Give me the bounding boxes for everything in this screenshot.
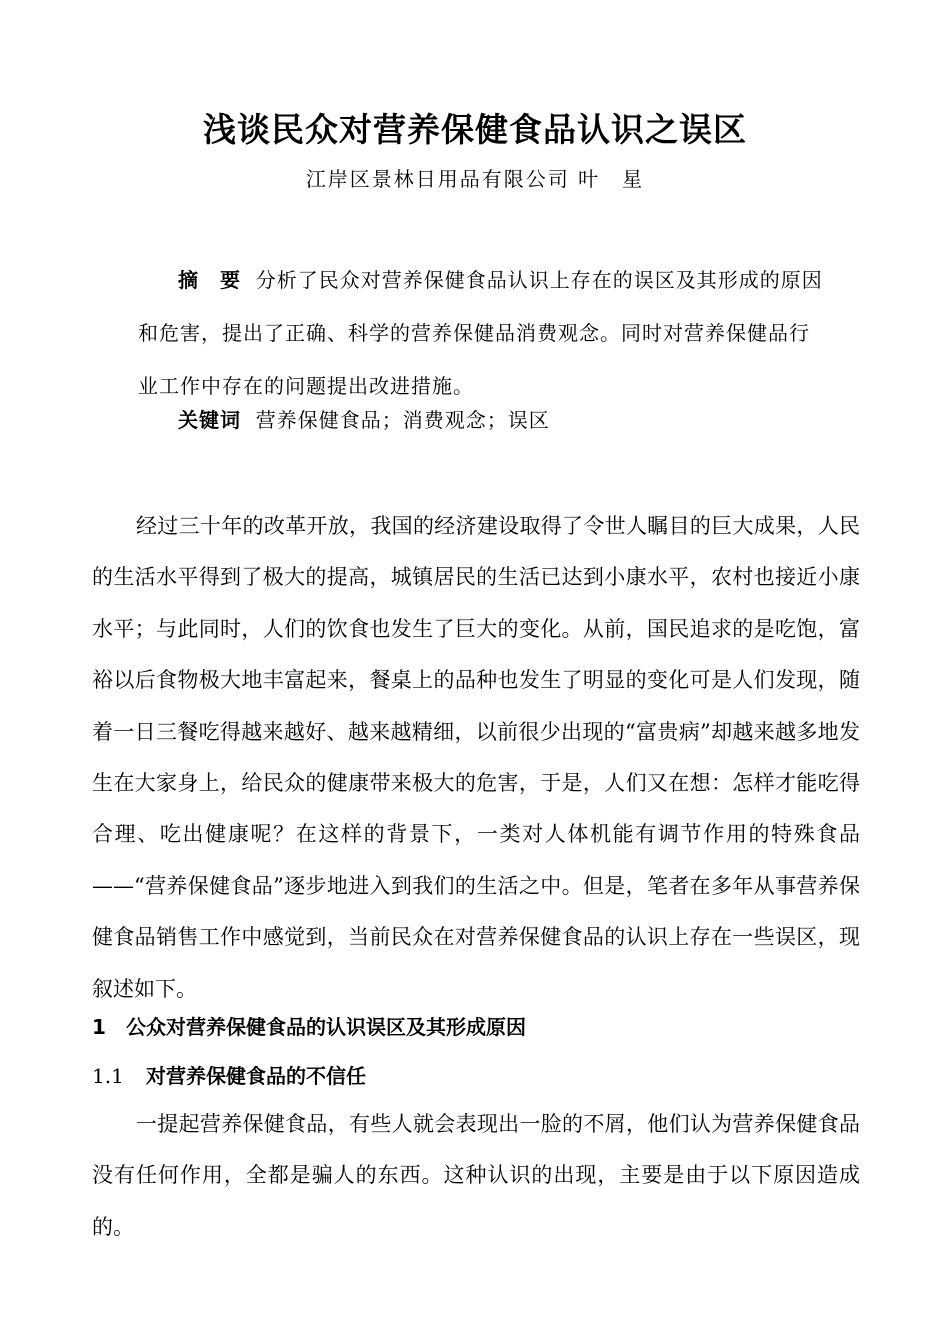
keywords (178, 404, 550, 433)
intro-paragraph: 经过三十年的改革开放，我国的经济建设取得了令世人瞩目的巨大成果，人民的生活水平得到了极大的提高，城镇居民的生活已达到小康水平，农村也接近小康水平；与此同时，人们的饮食也发生了巨大的变化。从前，国民追求的是吃饱，富裕以后食物极大地丰富起来，餐桌上的品种也发生了明显的变化可是人们发现，随着一日三餐吃得越来越好、越来越精细，以前很少出现的“富贵病”却越来越多地发生在大家身上，给民众的健康带来极大的危害，于是，人们又在想：怎样才能吃得合理、吃出健康呢？在这样的背景下，一类对人体机能有调节作用的特殊食品——“营养保健食品”逐步地进入到我们的生活之中。但是，笔者在多年从事营养保健食品销售工作中感觉到，当前民众在对营养保健食品的认识上存在一些误区，现叙述如下。 (92, 514, 860, 1001)
keywords-label: 关键词 (178, 408, 241, 432)
section-title: 公众对营养保健食品的认识误区及其形成原因 (126, 1015, 526, 1039)
keywords-text: 营养保健食品；消费观念；误区 (255, 408, 550, 432)
document-title: 浅谈民众对营养保健食品认识之误区 (203, 110, 747, 149)
abstract-text: 分析了民众对营养保健食品认识上存在的误区及其形成的原因和危害，提出了正确、科学的营养保健品消费观念。同时对营养保健品行业工作中存在的问题提出改进措施。 (138, 268, 823, 398)
subsection-heading-1-1 (92, 1060, 366, 1089)
subsection-number: 1.1 (92, 1064, 124, 1088)
body-paragraph: 一提起营养保健食品，有些人就会表现出一脸的不屑，他们认为营养保健食品没有任何作用，全都是骗人的东西。这种认识的出现，主要是由于以下原因造成的。 (92, 1112, 860, 1239)
section-heading-1 (92, 1011, 526, 1040)
section-number: 1 (92, 1015, 106, 1039)
abstract-label: 摘 要 (178, 268, 241, 292)
author-line: 江岸区景林日用品有限公司 叶 星 (305, 167, 645, 191)
abstract (138, 254, 828, 413)
subsection-title: 对营养保健食品的不信任 (146, 1064, 366, 1088)
